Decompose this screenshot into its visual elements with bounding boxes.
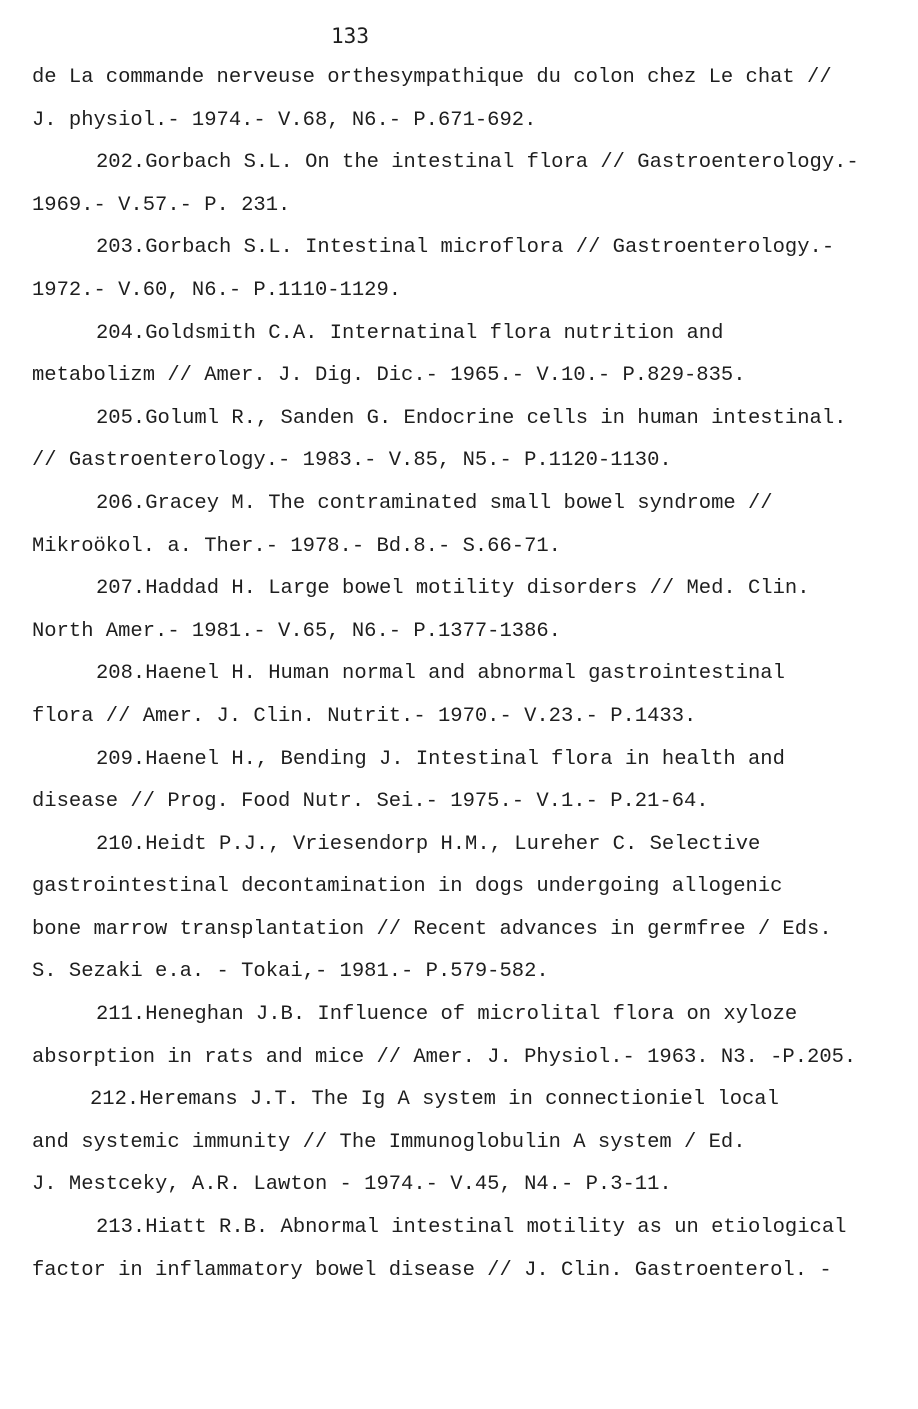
ref-entry-213: 213.Hiatt R.B. Abnormal intestinal motility as un etiological [96,1216,847,1240]
ref-line: bone marrow transplantation // Recent advances in germfree / Eds. [32,917,832,941]
ref-entry-212: 212.Heremans J.T. The Ig A system in connectioniel local [90,1088,779,1112]
ref-line: J. physiol.- 1974.- V.68, N6.- P.671-692. [32,108,537,132]
ref-line: metabolizm // Amer. J. Dig. Dic.- 1965.- V.10.- P.829-835. [32,364,746,388]
page-number: 133 [331,24,369,48]
ref-entry-209: 209.Haenel H., Bending J. Intestinal flora in health and [96,747,785,771]
ref-line: Mikroökol. a. Ther.- 1978.- Bd.8.- S.66-71. [32,534,561,558]
ref-line: and systemic immunity // The Immunoglobulin A system / Ed. [32,1130,746,1154]
ref-entry-207: 207.Haddad H. Large bowel motility disorders // Med. Clin. [96,577,810,601]
ref-entry-208: 208.Haenel H. Human normal and abnormal gastrointestinal [96,662,785,686]
ref-line: gastrointestinal decontamination in dogs undergoing allogenic [32,875,783,899]
ref-entry-205: 205.Goluml R., Sanden G. Endocrine cells in human intestinal. [96,406,847,430]
ref-line: North Amer.- 1981.- V.65, N6.- P.1377-1386. [32,619,561,643]
ref-line: // Gastroenterology.- 1983.- V.85, N5.- P.1120-1130. [32,449,672,473]
reference-list [32,62,912,1297]
ref-line: J. Mestceky, A.R. Lawton - 1974.- V.45, N4.- P.3-11. [32,1173,672,1197]
ref-entry-204: 204.Goldsmith C.A. Internatinal flora nutrition and [96,321,724,345]
ref-line: absorption in rats and mice // Amer. J. Physiol.- 1963. N3. -P.205. [32,1045,857,1069]
ref-line: 1969.- V.57.- P. 231. [32,193,291,217]
ref-line: S. Sezaki e.a. - Tokai,- 1981.- P.579-582. [32,960,549,984]
ref-line: factor in inflammatory bowel disease // J. Clin. Gastroenterol. - [32,1258,832,1282]
ref-entry-202: 202.Gorbach S.L. On the intestinal flora // Gastroenterology.- [96,151,859,175]
ref-line: flora // Amer. J. Clin. Nutrit.- 1970.- V.23.- P.1433. [32,704,697,728]
ref-line: de La commande nerveuse orthesympathique du colon chez Le chat // [32,66,832,89]
ref-entry-211: 211.Heneghan J.B. Influence of microlital flora on xyloze [96,1003,798,1027]
ref-line: disease // Prog. Food Nutr. Sei.- 1975.- V.1.- P.21-64. [32,790,709,814]
ref-entry-203: 203.Gorbach S.L. Intestinal microflora // Gastroenterology.- [96,236,835,260]
ref-entry-210: 210.Heidt P.J., Vriesendorp H.M., Lureher C. Selective [96,832,761,856]
ref-line: 1972.- V.60, N6.- P.1110-1129. [32,278,402,302]
ref-entry-206: 206.Gracey M. The contraminated small bowel syndrome // [96,491,773,515]
